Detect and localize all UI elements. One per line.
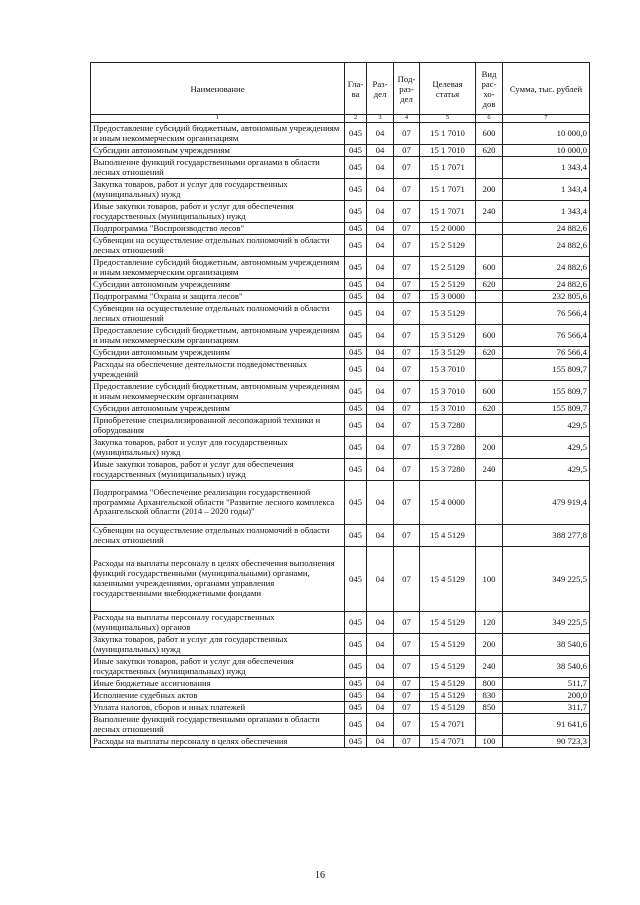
row-expense-type: 600 (476, 325, 503, 347)
row-razdel: 04 (367, 145, 394, 157)
row-razdel: 04 (367, 525, 394, 547)
table-row (91, 347, 590, 359)
row-sum: 429,5 (503, 437, 590, 459)
row-razdel: 04 (367, 547, 394, 612)
row-name: Предоставление субсидий бюджетным, автономным учреждениям и иным некоммерческим организациям (91, 325, 345, 347)
row-article: 15 3 7280 (420, 415, 476, 437)
row-podrazdel: 07 (394, 702, 420, 714)
row-podrazdel: 07 (394, 359, 420, 381)
row-expense-type (476, 481, 503, 525)
row-podrazdel: 07 (394, 459, 420, 481)
row-sum: 479 919,4 (503, 481, 590, 525)
row-name: Субсидии автономным учреждениям (91, 403, 345, 415)
table-row (91, 201, 590, 223)
row-glava: 045 (345, 525, 367, 547)
row-expense-type: 620 (476, 279, 503, 291)
row-article: 15 4 5129 (420, 612, 476, 634)
column-number: 1 (91, 115, 345, 123)
row-name: Закупка товаров, работ и услуг для государственных (муниципальных) нужд (91, 179, 345, 201)
row-podrazdel: 07 (394, 123, 420, 145)
table-row (91, 223, 590, 235)
row-podrazdel: 07 (394, 656, 420, 678)
row-razdel: 04 (367, 359, 394, 381)
table-row (91, 702, 590, 714)
row-name: Иные закупки товаров, работ и услуг для обеспечения государственных (муниципальных) нужд (91, 201, 345, 223)
table-row (91, 381, 590, 403)
row-podrazdel: 07 (394, 634, 420, 656)
row-expense-type: 850 (476, 702, 503, 714)
row-razdel: 04 (367, 347, 394, 359)
row-article: 15 2 5129 (420, 257, 476, 279)
row-name: Уплата налогов, сборов и иных платежей (91, 702, 345, 714)
row-glava: 045 (345, 678, 367, 690)
table-row (91, 157, 590, 179)
row-article: 15 3 5129 (420, 325, 476, 347)
row-podrazdel: 07 (394, 415, 420, 437)
row-podrazdel: 07 (394, 145, 420, 157)
table-row (91, 415, 590, 437)
row-glava: 045 (345, 179, 367, 201)
row-expense-type: 240 (476, 459, 503, 481)
row-glava: 045 (345, 157, 367, 179)
header-sum: Сумма, тыс. рублей (503, 63, 590, 115)
row-sum: 1 343,4 (503, 157, 590, 179)
row-razdel: 04 (367, 235, 394, 257)
table-row (91, 634, 590, 656)
row-sum: 200,0 (503, 690, 590, 702)
row-sum: 24 882,6 (503, 235, 590, 257)
row-name: Выполнение функций государственными органами в области лесных отношений (91, 714, 345, 736)
row-podrazdel: 07 (394, 279, 420, 291)
row-name: Субвенции на осуществление отдельных полномочий в области лесных отношений (91, 235, 345, 257)
row-podrazdel: 07 (394, 481, 420, 525)
column-number: 3 (367, 115, 394, 123)
row-expense-type: 200 (476, 437, 503, 459)
row-glava: 045 (345, 403, 367, 415)
row-sum: 429,5 (503, 459, 590, 481)
row-name: Предоставление субсидий бюджетным, автономным учреждениям и иным некоммерческим организациям (91, 123, 345, 145)
row-name: Иные закупки товаров, работ и услуг для обеспечения государственных (муниципальных) нужд (91, 459, 345, 481)
row-glava: 045 (345, 381, 367, 403)
row-expense-type: 620 (476, 145, 503, 157)
row-name: Подпрограмма "Воспроизводство лесов" (91, 223, 345, 235)
row-expense-type: 800 (476, 678, 503, 690)
row-glava: 045 (345, 123, 367, 145)
page-number: 16 (315, 870, 325, 881)
row-sum: 38 540,6 (503, 656, 590, 678)
table-row (91, 123, 590, 145)
table-row (91, 678, 590, 690)
row-article: 15 4 5129 (420, 656, 476, 678)
row-name: Закупка товаров, работ и услуг для государственных (муниципальных) нужд (91, 437, 345, 459)
row-glava: 045 (345, 459, 367, 481)
row-article: 15 3 7010 (420, 359, 476, 381)
row-podrazdel: 07 (394, 325, 420, 347)
column-number-row (91, 115, 590, 123)
row-name: Расходы на обеспечение деятельности подведомственных учреждений (91, 359, 345, 381)
row-razdel: 04 (367, 690, 394, 702)
row-article: 15 1 7010 (420, 145, 476, 157)
table-row (91, 325, 590, 347)
row-glava: 045 (345, 547, 367, 612)
row-podrazdel: 07 (394, 437, 420, 459)
row-sum: 1 343,4 (503, 179, 590, 201)
row-name: Предоставление субсидий бюджетным, автономным учреждениям и иным некоммерческим организациям (91, 381, 345, 403)
table-body (91, 123, 590, 748)
row-razdel: 04 (367, 714, 394, 736)
row-expense-type: 600 (476, 123, 503, 145)
row-article: 15 1 7010 (420, 123, 476, 145)
row-podrazdel: 07 (394, 179, 420, 201)
table-row (91, 235, 590, 257)
row-expense-type (476, 157, 503, 179)
row-sum: 24 882,6 (503, 279, 590, 291)
row-podrazdel: 07 (394, 714, 420, 736)
header-razdel: Раз-дел (367, 63, 394, 115)
row-expense-type: 600 (476, 257, 503, 279)
row-glava: 045 (345, 415, 367, 437)
row-glava: 045 (345, 145, 367, 157)
row-glava: 045 (345, 656, 367, 678)
row-name: Расходы на выплаты персоналу государственных (муниципальных) органов (91, 612, 345, 634)
row-sum: 24 882,6 (503, 257, 590, 279)
row-podrazdel: 07 (394, 347, 420, 359)
column-number: 5 (420, 115, 476, 123)
row-article: 15 3 5129 (420, 303, 476, 325)
row-expense-type (476, 303, 503, 325)
row-podrazdel: 07 (394, 547, 420, 612)
row-article: 15 4 5129 (420, 702, 476, 714)
table-row (91, 291, 590, 303)
row-article: 15 3 0000 (420, 291, 476, 303)
row-sum: 232 805,6 (503, 291, 590, 303)
row-expense-type: 600 (476, 381, 503, 403)
row-name: Расходы на выплаты персоналу в целях обеспечения (91, 736, 345, 748)
column-number: 6 (476, 115, 503, 123)
row-sum: 76 566,4 (503, 325, 590, 347)
table-row (91, 612, 590, 634)
row-expense-type: 200 (476, 634, 503, 656)
row-razdel: 04 (367, 656, 394, 678)
row-sum: 38 540,6 (503, 634, 590, 656)
row-article: 15 1 7071 (420, 201, 476, 223)
row-glava: 045 (345, 291, 367, 303)
header-name: Наименование (91, 63, 345, 115)
budget-table (90, 62, 590, 748)
row-article: 15 4 0000 (420, 481, 476, 525)
row-razdel: 04 (367, 179, 394, 201)
row-article: 15 4 5129 (420, 678, 476, 690)
row-glava: 045 (345, 325, 367, 347)
row-name: Приобретение специализированной лесопожарной техники и оборудования (91, 415, 345, 437)
row-sum: 76 566,4 (503, 303, 590, 325)
row-sum: 90 723,3 (503, 736, 590, 748)
row-razdel: 04 (367, 201, 394, 223)
row-name: Субвенции на осуществление отдельных полномочий в области лесных отношений (91, 525, 345, 547)
row-sum: 76 566,4 (503, 347, 590, 359)
row-razdel: 04 (367, 257, 394, 279)
row-name: Закупка товаров, работ и услуг для государственных (муниципальных) нужд (91, 634, 345, 656)
row-podrazdel: 07 (394, 291, 420, 303)
row-expense-type: 100 (476, 736, 503, 748)
row-expense-type: 240 (476, 201, 503, 223)
table-row (91, 279, 590, 291)
row-article: 15 4 7071 (420, 714, 476, 736)
row-name: Расходы на выплаты персоналу в целях обеспечения выполнения функций государственными (муниципальными) органами, казенными учреждениями, органами управления государственными внебюджетными фондами (91, 547, 345, 612)
row-podrazdel: 07 (394, 201, 420, 223)
row-article: 15 2 0000 (420, 223, 476, 235)
row-expense-type: 830 (476, 690, 503, 702)
row-sum: 10 000,0 (503, 123, 590, 145)
row-razdel: 04 (367, 634, 394, 656)
row-glava: 045 (345, 347, 367, 359)
row-glava: 045 (345, 690, 367, 702)
row-expense-type (476, 714, 503, 736)
row-glava: 045 (345, 714, 367, 736)
table-row (91, 459, 590, 481)
row-glava: 045 (345, 634, 367, 656)
row-razdel: 04 (367, 437, 394, 459)
row-razdel: 04 (367, 403, 394, 415)
row-expense-type: 240 (476, 656, 503, 678)
row-sum: 388 277,8 (503, 525, 590, 547)
table-row (91, 303, 590, 325)
row-name: Субсидии автономным учреждениям (91, 145, 345, 157)
table-row (91, 481, 590, 525)
row-glava: 045 (345, 223, 367, 235)
header-expense-type: Вид рас-хо-дов (476, 63, 503, 115)
row-article: 15 3 7010 (420, 403, 476, 415)
row-sum: 24 882,6 (503, 223, 590, 235)
row-article: 15 2 5129 (420, 235, 476, 257)
row-article: 15 3 7280 (420, 437, 476, 459)
table-row (91, 145, 590, 157)
row-glava: 045 (345, 612, 367, 634)
row-razdel: 04 (367, 612, 394, 634)
row-name: Субсидии автономным учреждениям (91, 279, 345, 291)
column-number: 4 (394, 115, 420, 123)
row-article: 15 4 5129 (420, 690, 476, 702)
row-article: 15 1 7071 (420, 179, 476, 201)
row-glava: 045 (345, 359, 367, 381)
row-glava: 045 (345, 257, 367, 279)
row-name: Субсидии автономным учреждениям (91, 347, 345, 359)
header-row (91, 63, 590, 115)
row-razdel: 04 (367, 736, 394, 748)
row-name: Иные бюджетные ассигнования (91, 678, 345, 690)
row-glava: 045 (345, 736, 367, 748)
table-row (91, 714, 590, 736)
table-row (91, 690, 590, 702)
row-podrazdel: 07 (394, 157, 420, 179)
row-expense-type: 200 (476, 179, 503, 201)
row-name: Подпрограмма "Обеспечение реализации государственной программы Архангельской области "Развитие лесного комплекса Архангельской области (2014 – 2020 годы)" (91, 481, 345, 525)
row-sum: 311,7 (503, 702, 590, 714)
row-razdel: 04 (367, 325, 394, 347)
table-row (91, 525, 590, 547)
row-glava: 045 (345, 481, 367, 525)
row-podrazdel: 07 (394, 612, 420, 634)
row-expense-type (476, 359, 503, 381)
row-razdel: 04 (367, 415, 394, 437)
row-razdel: 04 (367, 223, 394, 235)
row-name: Иные закупки товаров, работ и услуг для обеспечения государственных (муниципальных) нужд (91, 656, 345, 678)
row-article: 15 2 5129 (420, 279, 476, 291)
row-expense-type (476, 235, 503, 257)
row-podrazdel: 07 (394, 381, 420, 403)
row-razdel: 04 (367, 123, 394, 145)
table-row (91, 179, 590, 201)
row-glava: 045 (345, 437, 367, 459)
row-expense-type: 620 (476, 403, 503, 415)
row-sum: 155 809,7 (503, 403, 590, 415)
table-row (91, 257, 590, 279)
row-podrazdel: 07 (394, 690, 420, 702)
header-glava: Гла-ва (345, 63, 367, 115)
row-article: 15 3 7010 (420, 381, 476, 403)
row-podrazdel: 07 (394, 257, 420, 279)
row-expense-type (476, 415, 503, 437)
row-razdel: 04 (367, 702, 394, 714)
row-article: 15 4 5129 (420, 634, 476, 656)
row-podrazdel: 07 (394, 235, 420, 257)
row-glava: 045 (345, 201, 367, 223)
row-article: 15 3 5129 (420, 347, 476, 359)
table-row (91, 437, 590, 459)
row-podrazdel: 07 (394, 525, 420, 547)
table-row (91, 736, 590, 748)
row-razdel: 04 (367, 459, 394, 481)
table-row (91, 403, 590, 415)
row-sum: 429,5 (503, 415, 590, 437)
table-row (91, 656, 590, 678)
row-podrazdel: 07 (394, 403, 420, 415)
row-glava: 045 (345, 279, 367, 291)
row-expense-type: 120 (476, 612, 503, 634)
row-expense-type: 620 (476, 347, 503, 359)
row-razdel: 04 (367, 291, 394, 303)
row-name: Предоставление субсидий бюджетным, автономным учреждениям и иным некоммерческим организациям (91, 257, 345, 279)
column-number: 7 (503, 115, 590, 123)
row-sum: 91 641,6 (503, 714, 590, 736)
row-name: Субвенции на осуществление отдельных полномочий в области лесных отношений (91, 303, 345, 325)
row-article: 15 4 5129 (420, 525, 476, 547)
row-glava: 045 (345, 235, 367, 257)
row-sum: 349 225,5 (503, 547, 590, 612)
row-razdel: 04 (367, 481, 394, 525)
row-razdel: 04 (367, 279, 394, 291)
row-name: Подпрограмма "Охрана и защита лесов" (91, 291, 345, 303)
row-expense-type (476, 291, 503, 303)
row-sum: 511,7 (503, 678, 590, 690)
row-sum: 349 225,5 (503, 612, 590, 634)
header-article: Целевая статья (420, 63, 476, 115)
table-row (91, 359, 590, 381)
header-podrazdel: Под-раз-дел (394, 63, 420, 115)
column-number: 2 (345, 115, 367, 123)
row-razdel: 04 (367, 157, 394, 179)
row-article: 15 3 7280 (420, 459, 476, 481)
row-razdel: 04 (367, 381, 394, 403)
row-expense-type (476, 525, 503, 547)
row-razdel: 04 (367, 678, 394, 690)
row-sum: 155 809,7 (503, 359, 590, 381)
row-name: Исполнение судебных актов (91, 690, 345, 702)
row-sum: 10 000,0 (503, 145, 590, 157)
row-podrazdel: 07 (394, 303, 420, 325)
row-name: Выполнение функций государственными органами в области лесных отношений (91, 157, 345, 179)
table-row (91, 547, 590, 612)
row-article: 15 1 7071 (420, 157, 476, 179)
row-glava: 045 (345, 303, 367, 325)
row-podrazdel: 07 (394, 223, 420, 235)
row-sum: 1 343,4 (503, 201, 590, 223)
row-article: 15 4 5129 (420, 547, 476, 612)
row-expense-type: 100 (476, 547, 503, 612)
row-article: 15 4 7071 (420, 736, 476, 748)
row-glava: 045 (345, 702, 367, 714)
row-expense-type (476, 223, 503, 235)
row-razdel: 04 (367, 303, 394, 325)
row-podrazdel: 07 (394, 678, 420, 690)
row-podrazdel: 07 (394, 736, 420, 748)
row-sum: 155 809,7 (503, 381, 590, 403)
